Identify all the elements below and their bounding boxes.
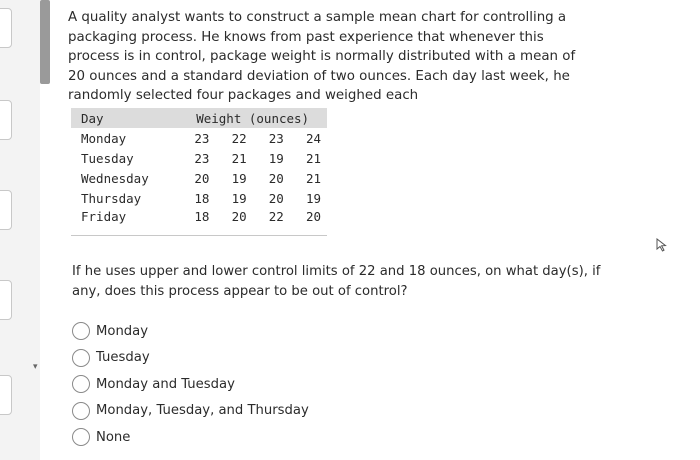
left-panel-tab[interactable] — [0, 100, 12, 140]
header-weight: Weight (ounces) — [178, 108, 327, 128]
option-label: Monday, Tuesday, and Thursday — [96, 403, 309, 419]
option-label: None — [96, 429, 131, 445]
table-cell-day: Friday — [71, 208, 178, 236]
option-none[interactable] — [72, 424, 309, 451]
table-cell-weight: 18 — [178, 208, 215, 236]
radio-button[interactable] — [72, 402, 90, 420]
table-row — [71, 208, 327, 236]
left-panel-tab[interactable] — [0, 280, 12, 320]
radio-button[interactable] — [72, 428, 90, 446]
option-monday-tuesday-thursday[interactable] — [72, 398, 309, 425]
left-panel-tab[interactable] — [0, 8, 12, 48]
table-cell-weight: 21 — [305, 170, 321, 186]
table-cell-weight: 19 — [231, 170, 247, 186]
table-cell-weight: 19 — [268, 150, 284, 166]
option-monday[interactable] — [72, 318, 309, 345]
left-panel-tab[interactable] — [0, 190, 12, 230]
table-cell-weight: 23 — [194, 130, 210, 146]
table-row — [71, 128, 327, 148]
table-cell-weight: 24 — [305, 130, 321, 146]
table-row — [71, 148, 327, 168]
option-monday-and-tuesday[interactable] — [72, 371, 309, 398]
question-text: A quality analyst wants to construct a sample mean chart for controlling a packaging process. He knows from past experience that whenever this process is in control, package weight is normally distributed with a mean of 20 ounces and a standard deviation of two ounces. Each day last week, he randomly selected four packages and weighed each — [68, 10, 576, 104]
table-cell-weight: 20 — [268, 190, 284, 206]
header-day: Day — [71, 108, 178, 128]
radio-button[interactable] — [72, 349, 90, 367]
table-cell-weight: 22 — [231, 130, 247, 146]
subquestion-text: If he uses upper and lower control limits of 22 and 18 ounces, on what day(s), if any, does this process appear to be out of control? — [72, 264, 601, 299]
answer-options — [72, 318, 309, 451]
table-cell-weight: 20 — [290, 208, 327, 236]
table-cell-weight: 21 — [231, 150, 247, 166]
table-cell-weight: 19 — [231, 190, 247, 206]
option-tuesday[interactable] — [72, 345, 309, 372]
mouse-pointer-icon — [656, 238, 668, 252]
expand-arrow-icon[interactable]: ▾ — [33, 362, 38, 372]
option-label: Monday — [96, 323, 149, 339]
table-row — [71, 168, 327, 188]
table-cell-weight: 19 — [305, 190, 321, 206]
table-cell-weight: 20 — [194, 170, 210, 186]
table-cell-day: Thursday — [81, 190, 142, 206]
option-label: Monday and Tuesday — [96, 376, 235, 392]
option-label: Tuesday — [96, 350, 150, 366]
table-cell-day: Wednesday — [81, 170, 149, 186]
table-cell-day: Tuesday — [81, 150, 134, 166]
weights-table — [71, 108, 327, 236]
table-cell-weight: 20 — [268, 170, 284, 186]
table-cell-weight: 22 — [253, 208, 290, 236]
table-cell-day: Monday — [81, 130, 127, 146]
left-panel-tab[interactable] — [0, 375, 12, 415]
left-panel — [0, 0, 40, 460]
table-row — [71, 188, 327, 208]
table-cell-weight: 18 — [194, 190, 210, 206]
table-cell-weight: 20 — [215, 208, 252, 236]
radio-button[interactable] — [72, 375, 90, 393]
table-cell-weight: 21 — [305, 150, 321, 166]
table-cell-weight: 23 — [194, 150, 210, 166]
scrollbar-thumb[interactable] — [40, 0, 50, 84]
table-header-row — [71, 108, 327, 128]
radio-button[interactable] — [72, 322, 90, 340]
table-cell-weight: 23 — [268, 130, 284, 146]
